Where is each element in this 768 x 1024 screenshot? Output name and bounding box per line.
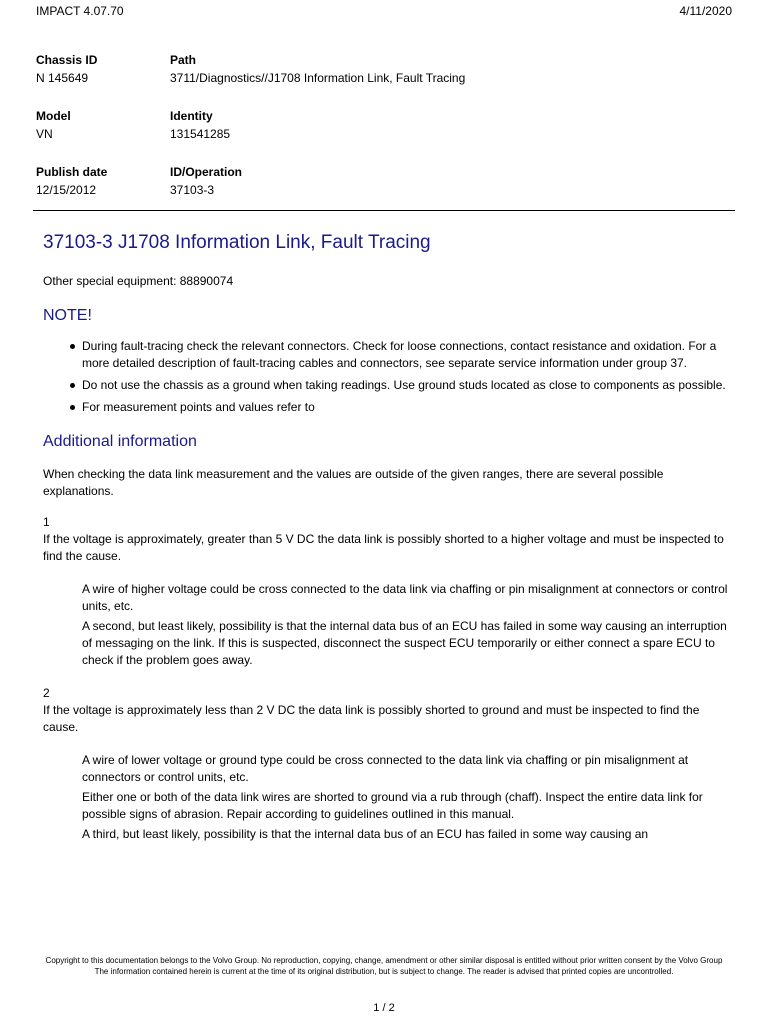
bullet-icon [70,344,75,349]
chassis-id-cell [36,53,97,86]
step-block [43,514,733,669]
additional-info-heading: Additional information [43,433,197,450]
publish-date-cell [36,165,107,198]
path-cell [170,53,465,86]
disclaimer-text: The information contained herein is current at the time of its original distribution, but is subject to change. The reader is advised that printed copies are uncontrolled. [94,967,674,976]
publish-date-value: 12/15/2012 [36,183,97,197]
step-block [43,685,733,843]
step-number: 1 [43,515,50,529]
list-item [43,338,733,372]
page-header [0,0,768,24]
identity-cell [170,109,230,142]
bullet-icon [70,383,75,388]
note-text: For measurement points and values refer to [82,400,315,414]
identity-label: Identity [170,109,213,123]
identity-value: 131541285 [170,127,231,141]
list-item [43,399,733,416]
model-cell [36,109,71,142]
metadata-row [36,53,736,109]
step-intro-text: If the voltage is approximately less than 2 V DC the data link is possibly shorted to ground and must be inspected to find the cause. [43,703,700,734]
note-text: Do not use the chassis as a ground when taking readings. Use ground studs located as close to components as possible. [82,378,726,392]
chassis-id-label: Chassis ID [36,53,98,67]
list-item [43,377,733,394]
operation-id-cell [170,165,242,198]
metadata-row [36,109,736,165]
operation-id-label: ID/Operation [170,165,243,179]
document-body [43,231,733,853]
operation-id-value: 37103-3 [170,183,215,197]
additional-intro-text: When checking the data link measurement and the values are outside of the given ranges, there are several possible explanations. [43,467,664,498]
path-value: 3711/Diagnostics//J1708 Information Link, Fault Tracing [170,71,466,85]
step-detail: Either one or both of the data link wires are shorted to ground via a rub through (chaff). Inspect the entire data link for possible signs of abrasion. Repair according to guidelines outlined in this manual. [82,790,703,821]
model-value: VN [36,127,53,141]
step-detail: A wire of lower voltage or ground type could be cross connected to the data link via chaffing or pin misalignment at connectors or control units, etc. [82,753,689,784]
page-number: 1 / 2 [373,1002,395,1014]
header-divider [33,210,735,211]
chassis-id-value: N 145649 [36,71,89,85]
document-title: 37103-3 J1708 Information Link, Fault Tracing [43,232,431,253]
path-label: Path [170,53,197,67]
page-footer [30,955,738,977]
copyright-text: Copyright to this documentation belongs to the Volvo Group. No reproduction, copying, change, amendment or other similar disposal is entitled without prior written consent by the Volvo Group [45,956,723,965]
note-list [43,338,733,416]
step-intro-text: If the voltage is approximately, greater than 5 V DC the data link is possibly shorted to a higher voltage and must be inspected to find the cause. [43,532,724,563]
step-number: 2 [43,686,50,700]
metadata-row [36,165,736,221]
step-detail: A third, but least likely, possibility is that the internal data bus of an ECU has failed in some way causing an [82,827,649,841]
bullet-icon [70,405,75,410]
special-equipment-text: Other special equipment: 88890074 [43,274,234,288]
note-heading: NOTE! [43,307,92,324]
note-text: During fault-tracing check the relevant connectors. Check for loose connections, contact resistance and oxidation. For a more detailed description of fault-tracing cables and connectors, see separate service information under group 37. [82,339,717,370]
model-label: Model [36,109,71,123]
app-version: IMPACT 4.07.70 [36,4,124,18]
publish-date-label: Publish date [36,165,108,179]
metadata-table [36,53,736,221]
step-detail: A second, but least likely, possibility is that the internal data bus of an ECU has failed in some way causing an interruption of messaging on the link. If this is suspected, disconnect the suspect ECU temporarily or either connect a spare ECU to check if the problem goes away. [82,619,727,667]
print-date: 4/11/2020 [679,4,732,18]
step-detail: A wire of higher voltage could be cross connected to the data link via chaffing or pin misalignment at connectors or control units, etc. [82,582,728,613]
